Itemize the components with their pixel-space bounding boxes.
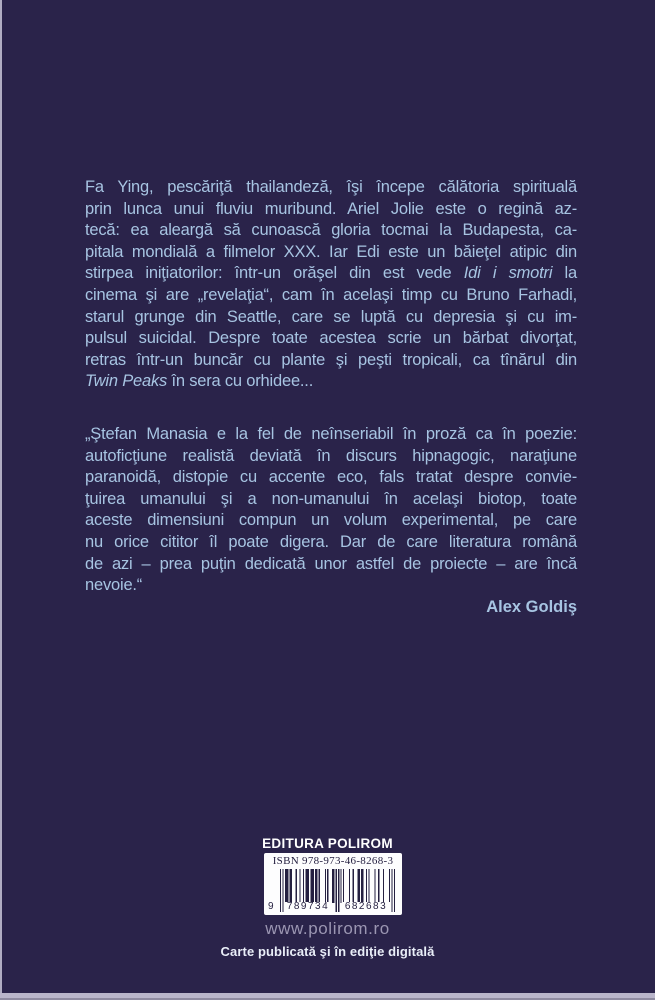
barcode-digit-lead: 9 (268, 901, 274, 912)
text-line: stirpea iniţiatorilor: într-un orăşel din est vede Idi i smotri la (85, 264, 577, 283)
text-line: autoficţiune realistă deviată în discurs hipnagogic, naraţiune (85, 446, 577, 465)
text-line: pulsul suicidal. Despre toate acestea scrie un bărbat divorţat, (85, 329, 577, 348)
publisher-website: www.polirom.ro (265, 919, 390, 938)
text-line: nevoie.“ (85, 576, 143, 595)
text-line: „Ştefan Manasia e la fel de neînseriabil în proză ca în poezie: (85, 425, 577, 443)
text-line: paranoidă, distopie cu accente eco, fals tratat despre convie- (85, 468, 577, 487)
blurb-attribution: Alex Goldiş (486, 597, 577, 616)
ean13-barcode (264, 869, 402, 913)
text-line: prin lunca unui fluviu muribund. Ariel Jolie este o regină az- (85, 199, 577, 218)
text-line: Fa Ying, pescăriţă thailandeză, îşi începe călătoria spirituală (85, 178, 577, 196)
text-line: pitala mondială a filmelor XXX. Iar Edi este un băieţel atipic din (85, 242, 577, 261)
digital-edition-note: Carte publicată şi în ediţie digitală (220, 944, 435, 959)
isbn-barcode-box (264, 853, 402, 915)
critic-blurb-paragraph (85, 424, 577, 618)
text-line: ţuirea umanului şi a non-umanului în acelaşi biotop, toate (85, 489, 577, 508)
text-line: de azi – prea puţin dedicată unor astfel de proiecte – are încă (85, 554, 577, 573)
text-line: Twin Peaks în sera cu orhidee... (85, 372, 314, 391)
publisher-name: EDITURA POLIROM (262, 836, 393, 851)
text-line: retras într-un buncăr cu plante şi peşti tropicali, ca tînărul din (85, 350, 577, 369)
synopsis-paragraph (85, 177, 577, 393)
isbn-label: ISBN 978-973-46-8268-3 (272, 855, 394, 867)
text-line: starul grunge din Seattle, care se luptă cu depresia şi cu im- (85, 307, 577, 326)
text-line: tecă: ea aleargă să cunoască gloria tocmai la Budapesta, ca- (85, 221, 577, 240)
barcode-digits-left-group: 789734 (284, 902, 332, 912)
barcode-digits-right-group: 682683 (342, 902, 390, 912)
text-line: cinema şi are „revelaţia“, cam în acelaşi timp cu Bruno Farhadi, (85, 285, 577, 304)
text-line: aceste dimensiuni compun un volum experimental, pe care (85, 511, 577, 530)
blurb-lines (85, 424, 577, 597)
text-line: nu orice cititor îl poate digera. Dar de care literatura română (85, 532, 577, 551)
